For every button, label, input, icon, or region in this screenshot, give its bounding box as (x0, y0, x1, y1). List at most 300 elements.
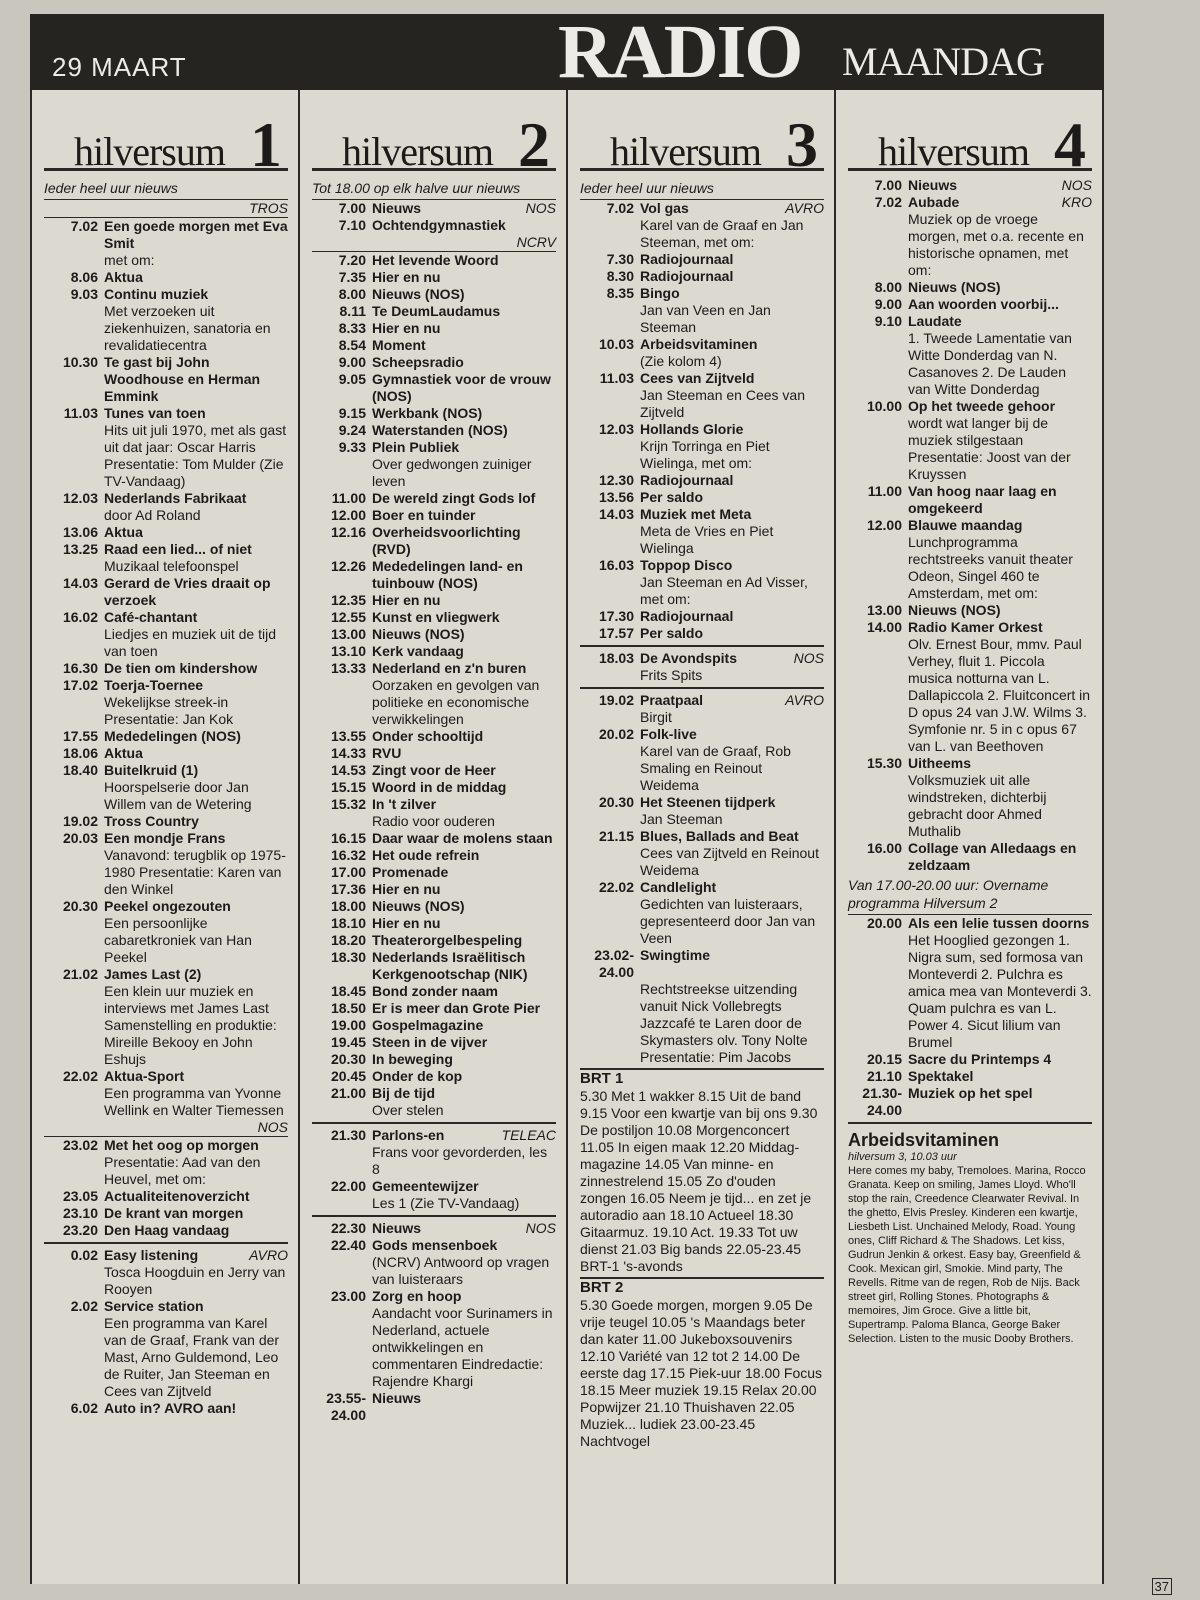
program-row (44, 745, 288, 762)
program-row (580, 794, 824, 811)
brt2-heading: BRT 2 (580, 1277, 824, 1297)
program-row (580, 650, 824, 667)
divider (848, 1122, 1092, 1124)
program-title (104, 490, 288, 507)
program-time: 17.55 (62, 728, 98, 744)
program-title (104, 762, 288, 779)
program-title (372, 1127, 556, 1144)
program-time: 9.03 (70, 286, 98, 302)
program-time: 22.00 (330, 1178, 366, 1194)
program-title-text: Candlelight (640, 879, 717, 895)
program-title (104, 1222, 288, 1239)
program-row (44, 405, 288, 422)
brt2-schedule: 5.30 Goede morgen, morgen 9.05 De vrije teugel 10.05 's Maandags beter dan kater 11.00 Jukeboxsouvenirs 12.10 Variété van 12 tot 2 14.00 De eerste dag 17.15 Piek-uur 18.00 Focus 18.15 Meer muziek 19.15 Relax 20.00 Popwijzer 21.10 Thuishaven 22.05 Muziek... ludiek 23.00-23.45 Nachtvogel (580, 1297, 823, 1449)
station-header (580, 90, 824, 180)
program-description: Meta de Vries en Piet Wielinga (640, 523, 774, 556)
program-description: Over gedwongen zuiniger leven (372, 456, 532, 489)
program-row (312, 1288, 556, 1305)
program-row (312, 217, 556, 234)
program-title (372, 1288, 556, 1305)
program-title (372, 983, 556, 1000)
program-title (104, 728, 288, 745)
program-title-text: Er is meer dan Grote Pier (372, 1000, 541, 1016)
program-title-text: Hier en nu (372, 592, 441, 608)
program-row (312, 1051, 556, 1068)
program-row (44, 286, 288, 303)
program-title (908, 915, 1092, 932)
program-title-text: Scheepsradio (372, 354, 464, 370)
program-row (312, 796, 556, 813)
program-row (312, 779, 556, 796)
program-title (908, 1085, 1092, 1119)
broadcaster-label: AVRO (785, 692, 824, 708)
program-title (104, 269, 288, 286)
program-row (312, 1034, 556, 1051)
program-description: Muziek op de vroege morgen, met o.a. recente en historische opnamen, met om: (908, 211, 1084, 278)
program-title (640, 650, 824, 667)
broadcaster-label: NOS (793, 650, 824, 666)
divider (312, 1215, 556, 1217)
program-title-text: Plein Publiek (372, 439, 460, 455)
program-title-text: Radiojournaal (640, 251, 734, 267)
program-row (580, 421, 824, 438)
station-header (312, 90, 556, 180)
program-description: Tosca Hoogduin en Jerry van Rooyen (104, 1264, 286, 1297)
program-title-text: Aubade (908, 194, 960, 210)
program-title (640, 336, 824, 353)
program-row (44, 269, 288, 286)
program-time: 18.03 (598, 650, 634, 666)
program-title (104, 1205, 288, 1222)
program-title (104, 1298, 288, 1315)
program-row (580, 608, 824, 625)
broadcaster-label: NOS (525, 1220, 556, 1236)
program-title (372, 1017, 556, 1034)
program-time: 9.05 (338, 371, 366, 387)
program-time: 23.10 (62, 1205, 98, 1221)
program-row (312, 1000, 556, 1017)
arbeidsvitaminen-playlist: Here comes my baby, Tremoloes. Marina, Rocco Granata. Keep on smiling, James Lloyd. Who'll stop the rain, Creedence Clearwater Revival. In the ghetto, Elvis Presley. Kinderen een kwartje, Liesbeth List. Unchained Melody, Road. Young ones, Cliff Richard & The Shadows. Let kiss, Gudrun Jenkin & orkest. Easy bay, Greenfield & Cook. Mexican girl, Smokie. Mind party, The Revells. Ritme van de regen, Rob de Nijs. Back street girl, Rolling Stones. Photographs & memoires, Jim Groce. Give a little bit, Supertramp. Paloma Blanca, George Baker Selection. Listen to the music Dooby Brothers. (848, 1165, 1086, 1345)
program-title-text: Nieuws (NOS) (908, 602, 1001, 618)
program-title-text: Gymnastiek voor de vrouw (NOS) (372, 371, 551, 404)
program-title (640, 625, 824, 642)
program-title-text: Aktua (104, 269, 143, 285)
broadcaster-label: TROS (44, 200, 288, 218)
program-title (372, 643, 556, 660)
program-row (312, 507, 556, 524)
program-title-text: Werkbank (NOS) (372, 405, 483, 421)
program-row (580, 489, 824, 506)
program-row (312, 371, 556, 405)
station-number: 4 (1054, 109, 1086, 180)
program-time: 18.06 (62, 745, 98, 761)
divider (580, 687, 824, 689)
program-row (44, 1400, 288, 1417)
column-hilversum-2 (298, 90, 566, 1584)
program-time: 7.00 (338, 200, 366, 216)
program-title (908, 517, 1092, 534)
program-row (44, 1247, 288, 1264)
program-description: Een programma van Karel van de Graaf, Frank van der Mast, Arno Guldemond, Leo de Ruiter, Jan Steeman en Cees van Zijtveld (104, 1315, 280, 1399)
news-note: Ieder heel uur nieuws (44, 177, 288, 200)
program-title-text: Raad een lied... of niet (104, 541, 252, 557)
program-title (372, 898, 556, 915)
program-title-text: Mededelingen land- en tuinbouw (NOS) (372, 558, 523, 591)
program-title-text: Nieuws (NOS) (372, 898, 465, 914)
program-title (908, 279, 1092, 296)
program-time: 20.02 (598, 726, 634, 742)
page-number: 37 (1152, 1578, 1172, 1595)
program-row (312, 354, 556, 371)
program-title (104, 575, 288, 609)
program-row (848, 840, 1092, 874)
program-time: 7.02 (874, 194, 902, 210)
program-row (848, 1051, 1092, 1068)
program-row (580, 506, 824, 523)
program-title (640, 947, 824, 981)
program-time: 22.02 (598, 879, 634, 895)
program-title-text: Nederlands Israëlitisch Kerkgenootschap (NIK) (372, 949, 528, 982)
program-title-text: Een mondje Frans (104, 830, 226, 846)
program-row (44, 524, 288, 541)
program-time: 9.00 (338, 354, 366, 370)
program-title (372, 847, 556, 864)
program-time: 22.02 (62, 1068, 98, 1084)
program-title (372, 200, 556, 217)
program-row (44, 1068, 288, 1085)
program-row (44, 830, 288, 847)
program-time: 12.35 (330, 592, 366, 608)
program-title (104, 218, 288, 252)
program-title (372, 371, 556, 405)
program-time: 12.03 (598, 421, 634, 437)
program-time: 0.02 (70, 1247, 98, 1263)
program-title-text: Te DeumLaudamus (372, 303, 501, 319)
program-title-text: Toerja-Toernee (104, 677, 204, 693)
program-title-text: Kunst en vliegwerk (372, 609, 500, 625)
program-title-text: In 't zilver (372, 796, 437, 812)
program-title-text: Overheidsvoorlichting (RVD) (372, 524, 521, 557)
program-title-text: Sacre du Printemps 4 (908, 1051, 1052, 1067)
program-time: 2.02 (70, 1298, 98, 1314)
program-row (848, 602, 1092, 619)
program-time: 13.25 (62, 541, 98, 557)
program-title-text: Onder de kop (372, 1068, 463, 1084)
divider (312, 1122, 556, 1124)
guide-page (30, 10, 1104, 1584)
program-time: 17.36 (330, 881, 366, 897)
program-row (312, 1085, 556, 1102)
program-title (640, 506, 824, 523)
program-title-text: In beweging (372, 1051, 453, 1067)
program-title-text: Bond zonder naam (372, 983, 499, 999)
program-row (44, 762, 288, 779)
program-row (848, 296, 1092, 313)
program-time: 12.30 (598, 472, 634, 488)
program-description: Jan Steeman en Ad Visser, met om: (640, 574, 808, 607)
program-row (312, 1178, 556, 1195)
program-row (580, 336, 824, 353)
program-time: 12.03 (62, 490, 98, 506)
program-row (44, 1137, 288, 1154)
program-title (908, 1068, 1092, 1085)
program-title-text: Kerk vandaag (372, 643, 464, 659)
program-title-text: Aktua (104, 524, 143, 540)
program-title (104, 1137, 288, 1154)
program-title (104, 677, 288, 694)
program-time: 11.03 (599, 370, 634, 386)
program-title (640, 828, 824, 845)
program-title (908, 398, 1092, 415)
program-row (312, 558, 556, 592)
program-description: Karel van de Graaf, Rob Smaling en Reinout Weidema (640, 743, 791, 793)
program-title (372, 1000, 556, 1017)
program-row (312, 1390, 556, 1424)
program-title (372, 609, 556, 626)
program-row (312, 745, 556, 762)
station-header (848, 90, 1092, 180)
program-title-text: Tross Country (104, 813, 199, 829)
station-number: 2 (518, 109, 550, 180)
program-time: 12.26 (330, 558, 366, 574)
program-time: 13.06 (62, 524, 98, 540)
program-description: Birgit (640, 709, 672, 725)
program-title-text: Toppop Disco (640, 557, 733, 573)
program-time: 22.40 (330, 1237, 366, 1253)
program-title-text: Waterstanden (NOS) (372, 422, 508, 438)
program-title (640, 692, 824, 709)
program-row (44, 966, 288, 983)
arbeidsvitaminen-heading: Arbeidsvitaminen (848, 1130, 1000, 1150)
program-title-text: Hier en nu (372, 320, 441, 336)
program-title-text: Continu muziek (104, 286, 209, 302)
program-row (312, 439, 556, 456)
program-title-text: Parlons-en (372, 1127, 445, 1143)
program-title-text: Actualiteitenoverzicht (104, 1188, 250, 1204)
program-row (312, 932, 556, 949)
program-title (372, 626, 556, 643)
date-label: 29 MAART (52, 52, 187, 82)
program-row (312, 949, 556, 983)
program-time: 16.32 (330, 847, 366, 863)
station-name: hilversum (74, 129, 225, 174)
program-title (372, 932, 556, 949)
program-row (848, 755, 1092, 772)
program-description: Hoorspelserie door Jan Willem van de Wetering (104, 779, 252, 812)
program-title (908, 483, 1092, 517)
program-row (312, 1017, 556, 1034)
program-title-text: Swingtime (640, 947, 711, 963)
program-time: 21.02 (62, 966, 98, 982)
station-name: hilversum (878, 129, 1029, 174)
program-title-text: Collage van Alledaags en zeldzaam (908, 840, 1077, 873)
program-time: 11.00 (331, 490, 366, 506)
program-time: 13.10 (330, 643, 366, 659)
program-row (580, 828, 824, 845)
program-time: 16.15 (330, 830, 366, 846)
program-description: Krijn Torringa en Piet Wielinga, met om: (640, 438, 770, 471)
program-time: 17.57 (598, 625, 634, 641)
program-time: 10.30 (62, 354, 98, 370)
program-title-text: Laudate (908, 313, 962, 329)
divider (580, 645, 824, 647)
program-time: 13.33 (330, 660, 366, 676)
program-title-text: Gods mensenboek (372, 1237, 498, 1253)
program-title-text: De krant van morgen (104, 1205, 244, 1221)
program-time: 12.00 (866, 517, 902, 533)
program-row (44, 1298, 288, 1315)
program-time: 10.03 (598, 336, 634, 352)
program-title-text: Aan woorden voorbij... (908, 296, 1059, 312)
program-title-text: Folk-live (640, 726, 697, 742)
program-title (104, 745, 288, 762)
program-time: 18.10 (330, 915, 366, 931)
program-description: Frans voor gevorderden, les 8 (372, 1144, 548, 1177)
program-row (312, 881, 556, 898)
program-row (312, 609, 556, 626)
program-title (372, 1220, 556, 1237)
program-row (312, 303, 556, 320)
program-title (104, 405, 288, 422)
broadcaster-label: TELEAC (501, 1127, 556, 1143)
program-title-text: Nieuws (372, 1390, 422, 1406)
program-title-text: Service station (104, 1298, 204, 1314)
program-description: Rechtstreekse uitzending vanuit Nick Vollebregts Jazzcafé te Laren door de Skymasters olv. Tony Nolte Presentatie: Pim Jacobs (640, 981, 808, 1065)
column-hilversum-3 (566, 90, 834, 1584)
program-row (848, 619, 1092, 636)
program-row (44, 609, 288, 626)
program-title-text: Spektakel (908, 1068, 974, 1084)
program-title-text: Hier en nu (372, 269, 441, 285)
program-row (312, 405, 556, 422)
program-row (312, 762, 556, 779)
program-time: 20.30 (598, 794, 634, 810)
program-title (908, 313, 1092, 330)
program-time: 20.00 (866, 915, 902, 931)
program-title (372, 830, 556, 847)
station-name: hilversum (610, 129, 761, 174)
program-time: 7.30 (606, 251, 634, 267)
program-title (372, 1068, 556, 1085)
program-title (908, 296, 1092, 313)
program-title-text: De wereld zingt Gods lof (372, 490, 536, 506)
program-row (312, 643, 556, 660)
program-time: 15.15 (330, 779, 366, 795)
program-time: 12.55 (330, 609, 366, 625)
program-time: 21.15 (598, 828, 634, 844)
program-title-text: Op het tweede gehoor (908, 398, 1056, 414)
broadcaster-label: NOS (44, 1119, 288, 1137)
program-row (44, 898, 288, 915)
program-time: 9.10 (874, 313, 902, 329)
program-title (908, 194, 1092, 211)
program-description: Karel van de Graaf en Jan Steeman, met om: (640, 217, 804, 250)
program-row (312, 269, 556, 286)
program-title-text: Uitheems (908, 755, 972, 771)
program-title (372, 660, 556, 677)
program-description: Over stelen (372, 1102, 444, 1118)
program-description: Olv. Ernest Bour, mmv. Paul Verhey, fluit 1. Piccola musica notturna van L. Dallapiccola 2. Fluitconcert in D opus 24 van J.W. Wilms 3. Symfonie nr. 5 in c opus 67 van L. van Beethoven (908, 636, 1091, 754)
program-title (372, 915, 556, 932)
program-time: 11.03 (63, 405, 98, 421)
program-title (640, 794, 824, 811)
program-title (104, 524, 288, 541)
program-title (372, 728, 556, 745)
program-title-text: Moment (372, 337, 426, 353)
program-title-text: Nederland en z'n buren (372, 660, 527, 676)
program-title-text: Onder schooltijd (372, 728, 484, 744)
program-time: 20.45 (330, 1068, 366, 1084)
program-time: 21.10 (866, 1068, 902, 1084)
program-row (312, 490, 556, 507)
program-time: 15.32 (330, 796, 366, 812)
program-title-text: James Last (2) (104, 966, 202, 982)
program-title-text: Per saldo (640, 625, 704, 641)
program-title (372, 779, 556, 796)
program-title (908, 602, 1092, 619)
program-title (908, 619, 1092, 636)
program-title-text: Hollands Glorie (640, 421, 744, 437)
program-description: Hits uit juli 1970, met als gast uit dat jaar: Oscar Harris Presentatie: Tom Mulder (Zie TV-Vandaag) (104, 422, 287, 489)
program-time: 8.00 (338, 286, 366, 302)
program-time: 12.16 (330, 524, 366, 540)
program-time: 9.15 (338, 405, 366, 421)
program-time: 13.00 (866, 602, 902, 618)
program-row (580, 370, 824, 387)
program-title-text: Blues, Ballads and Beat (640, 828, 799, 844)
program-title (372, 303, 556, 320)
program-title-text: Hier en nu (372, 915, 441, 931)
program-row (848, 483, 1092, 517)
broadcaster-label: NCRV (312, 234, 556, 252)
program-title-text: Nieuws (908, 177, 958, 193)
program-title-text: Peekel ongezouten (104, 898, 231, 914)
program-row (848, 915, 1092, 932)
program-description: Oorzaken en gevolgen van politieke en economische verwikkelingen (372, 677, 540, 727)
program-time: 9.00 (874, 296, 902, 312)
program-description: Het Hooglied gezongen 1. Nigra sum, sed formosa van Monteverdi 2. Pulchra es amica mea van Monteverdi 3. Quam pulchra es van L. Power 4. Sicut lilium van Brumel (908, 932, 1092, 1050)
program-title-text: Met het oog op morgen (104, 1137, 259, 1153)
program-title (372, 422, 556, 439)
radio-title: RADIO (558, 10, 802, 94)
program-title-text: Radio Kamer Orkest (908, 619, 1043, 635)
program-row (312, 898, 556, 915)
program-title-text: Easy listening (104, 1247, 199, 1263)
program-title-text: Blauwe maandag (908, 517, 1023, 533)
program-time: 14.00 (866, 619, 902, 635)
program-row (312, 337, 556, 354)
program-time: 8.00 (874, 279, 902, 295)
program-row (580, 947, 824, 981)
program-time: 19.02 (62, 813, 98, 829)
program-time: 8.33 (338, 320, 366, 336)
program-description: (NCRV) Antwoord op vragen van luisteraars (372, 1254, 550, 1287)
program-title (372, 1237, 556, 1254)
program-title (372, 1034, 556, 1051)
program-row (312, 422, 556, 439)
program-description: wordt wat langer bij de muziek stilgestaan Presentatie: Joost van der Kruyssen (908, 415, 1071, 482)
program-title (640, 200, 824, 217)
program-title-text: Tunes van toen (104, 405, 206, 421)
program-description: Jan Steeman (640, 811, 723, 827)
program-title-text: Nieuws (372, 200, 422, 216)
program-row (580, 692, 824, 709)
program-time: 10.00 (866, 398, 902, 414)
program-title-text: Als een lelie tussen doorns (908, 915, 1090, 931)
program-title-text: Aktua-Sport (104, 1068, 185, 1084)
program-row (848, 279, 1092, 296)
program-row (312, 320, 556, 337)
